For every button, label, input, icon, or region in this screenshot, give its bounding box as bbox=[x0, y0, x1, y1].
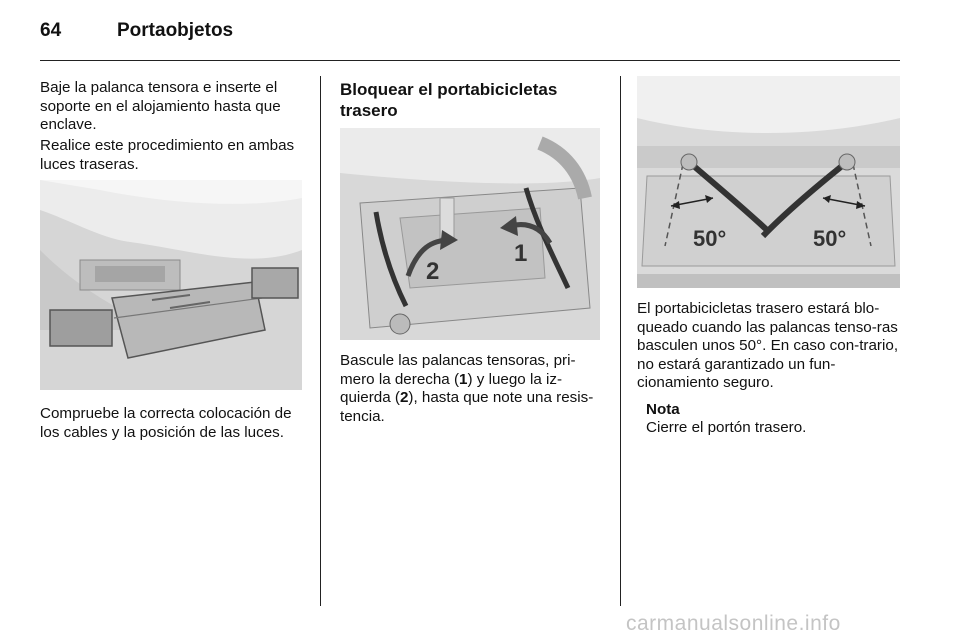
figure-tension-levers bbox=[340, 128, 600, 340]
note-text: Cierre el portón trasero. bbox=[646, 419, 807, 436]
header-rule bbox=[40, 60, 900, 61]
figure-angle-left: 50° bbox=[693, 226, 727, 251]
column-divider-left bbox=[320, 76, 321, 606]
page-title: Portaobjetos bbox=[117, 20, 234, 41]
col1-paragraph-1: Baje la palanca tensora e inserte el soporte en el alojamiento hasta que enclave. bbox=[40, 79, 281, 133]
figure-angle-right: 50° bbox=[813, 226, 847, 251]
section-heading: Bloquear el portabicicletas trasero bbox=[340, 80, 558, 120]
note-heading: Nota bbox=[646, 401, 680, 418]
figure-lever-angles bbox=[637, 76, 900, 288]
col2-bold-2: 2 bbox=[399, 389, 409, 406]
col2-paragraph-1 bbox=[340, 352, 602, 426]
column-divider-right bbox=[620, 76, 621, 606]
figure-label-2: 2 bbox=[426, 258, 440, 285]
col1-paragraph-3: Compruebe la correcta colocación de los cables y la posición de las luces. bbox=[40, 405, 292, 441]
figure-tail-light-carrier bbox=[40, 180, 302, 390]
col2-bold-1: 1 bbox=[459, 370, 468, 388]
figure-label-1: 1 bbox=[514, 240, 528, 267]
page-number: 64 bbox=[40, 20, 62, 41]
col2-text-part-3: ), hasta que note una resis-tencia. bbox=[340, 389, 594, 425]
watermark: carmanualsonline.info bbox=[626, 612, 841, 635]
col2-text-part-2: ) y luego la iz-quierda ( bbox=[340, 370, 563, 406]
col1-paragraph-2: Realice este procedimiento en ambas luces traseras. bbox=[40, 137, 295, 173]
col2-text-part-1: Bascule las palancas tensoras, pri-mero la derecha ( bbox=[340, 352, 576, 388]
col3-paragraph-1: El portabicicletas trasero estará blo-queado cuando las palancas tenso-ras basculen unos 50°. En caso con-trario, no estará garantizado un fun-cionamiento seguro. bbox=[637, 300, 899, 391]
